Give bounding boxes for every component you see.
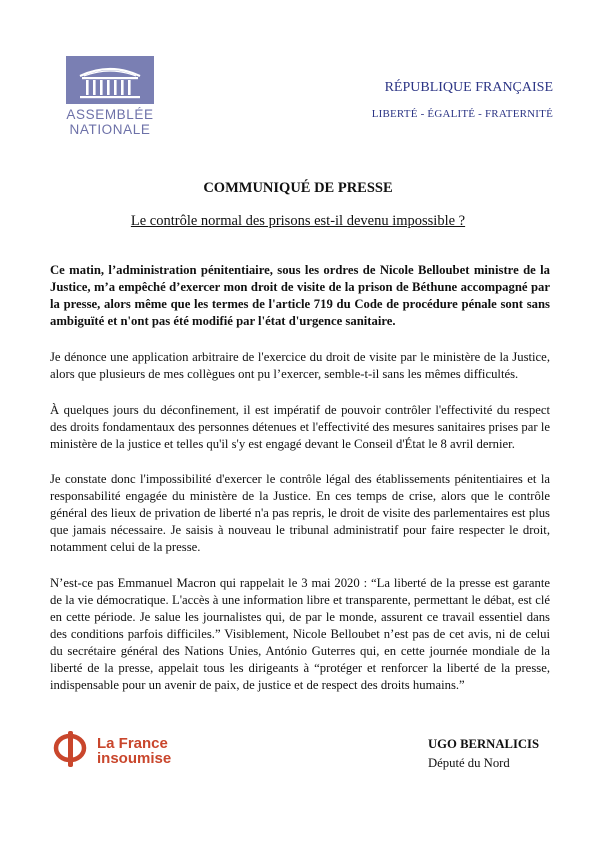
document-subtitle — [0, 213, 596, 230]
paragraph-4: Je constate donc l'impossibilité d'exercer le contrôle légal des établissements pénitentiaires et la responsabilité engagée du ministère de la Justice. En ces temps de crise, alors que le contrôle général des lieux de privation de liberté n'a pas repris, le droit de visite des parlementaires est plus que jamais nécessaire. Je saisis à nouveau le tribunal administratif pour faire respecter le droit, notamment celui de la presse. — [50, 472, 550, 554]
party-name-line2: insoumise — [97, 750, 172, 767]
party-name-line1: La France — [97, 735, 168, 752]
signature-name: UGO BERNALICIS — [428, 737, 540, 751]
logo-text-line1: ASSEMBLÉE — [66, 107, 154, 122]
hemicycle-icon — [66, 56, 154, 104]
paragraph-1: Ce matin, l’administration pénitentiaire, sous les ordres de Nicole Belloubet ministre de la Justice, m’a empêché d’exercer mon droit de visite de la prison de Béthune accompagné par la presse, alors même que les termes de l'article 719 du Code de procédure pénale sont sans ambiguïté et n'ont pas été modifié par l'état d'urgence sanitaire. — [50, 263, 550, 328]
paragraph-2: Je dénonce une application arbitraire de l'exercice du droit de visite par le ministère de la Justice, alors que plusieurs de mes collègues ont pu l’exercer, semble-t-il sans les mêmes difficultés. — [50, 350, 550, 381]
logo-text-line2: NATIONALE — [69, 122, 151, 137]
subtitle-text: Le contrôle normal des prisons est-il devenu impossible ? — [130, 213, 466, 229]
paragraph-3: À quelques jours du déconfinement, il est impératif de pouvoir contrôler l'effectivité du respect des droits fondamentaux des personnes détenues et l'effectivité des mesures sanitaires prises par le ministère de la justice et telles qu'il s'y est engagé devant le Conseil d'État le 8 avril dernier. — [50, 403, 550, 451]
phi-icon — [50, 728, 94, 768]
assemblee-nationale-logo — [66, 56, 154, 148]
paragraph-5: N’est-ce pas Emmanuel Macron qui rappelait le 3 mai 2020 : “La liberté de la presse est garante de la vie démocratique. L'accès à une information libre et transparente, permettant le débat, est clé en cette période. Je salue les journalistes qui, de par le monde, assurent ce travail essentiel dans des conditions parfois difficiles.” Visiblement, Nicole Belloubet n’est pas de cet avis, ni de celui du secrétaire général des Nations Unies, António Guterres qui, en cette journée mondiale de la liberté de la presse, appelait tous les dirigeants à “protéger et renforcer la liberté de la presse, indispensable pour un avenir de paix, de justice et de respect des droits humains.” — [50, 576, 550, 692]
document-title: COMMUNIQUÉ DE PRESSE — [203, 180, 393, 196]
republic-heading: RÉPUBLIQUE FRANÇAISE — [384, 80, 553, 95]
republic-motto: LIBERTÉ - ÉGALITÉ - FRATERNITÉ — [371, 108, 553, 120]
la-france-insoumise-logo — [50, 728, 190, 768]
signature-role: Député du Nord — [428, 756, 510, 770]
